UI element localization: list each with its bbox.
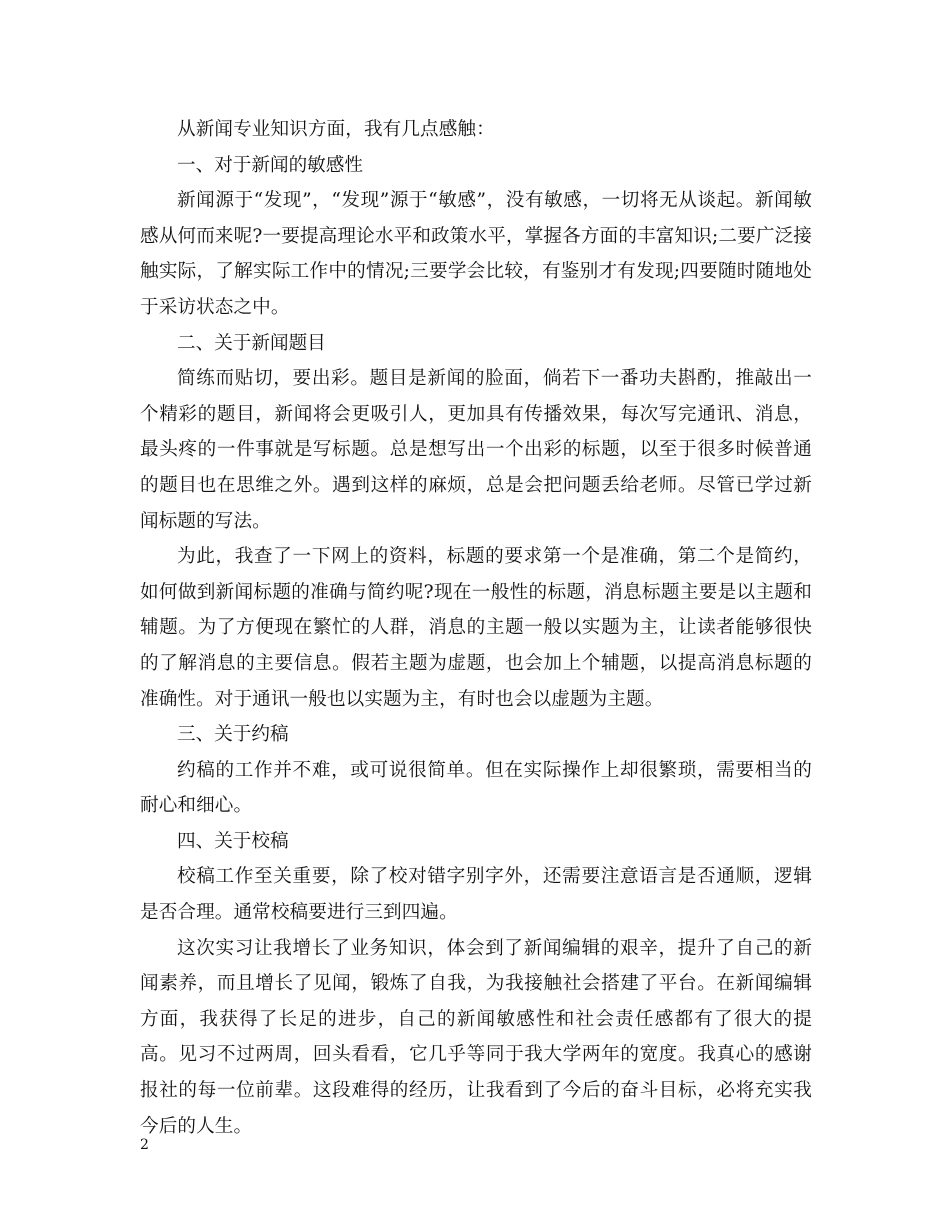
section-heading-4: 四、关于校稿: [177, 830, 289, 852]
paragraph-soliciting: 约稿的工作并不难，或可说很简单。但在实际操作上却很繁琐，需要相当的耐心和细心。: [140, 759, 812, 817]
paragraph-intro: 从新闻专业知识方面，我有几点感触：: [177, 119, 495, 140]
paragraph-proofreading: 校稿工作至关重要，除了校对错字别字外，还需要注意语言是否通顺，逻辑是否合理。通常校稿要进行三到四遍。: [140, 866, 812, 924]
paragraph-news-sensitivity: 新闻源于“发现”，“发现”源于“敏感”，没有敏感，一切将无从谈起。新闻敏感从何而来呢?一要提高理论水平和政策水平，掌握各方面的丰富知识;二要广泛接触实际，了解实际工作中的情况;三要学会比较，有鉴别才有发现;四要随时随地处于采访状态之中。: [140, 190, 812, 318]
paragraph-conclusion: 这次实习让我增长了业务知识，体会到了新闻编辑的艰辛，提升了自己的新闻素养，而且增长了见闻，锻炼了自我，为我接触社会搭建了平台。在新闻编辑方面，我获得了长足的进步，自己的新闻敏感性和社会责任感都有了很大的提高。见习不过两周，回头看看，它几乎等同于我大学两年的宽度。我真心的感谢报社的每一位前辈。这段难得的经历，让我看到了今后的奋斗目标，必将充实我今后的人生。: [140, 937, 812, 1137]
document-body: [140, 112, 812, 1144]
page-number: 2: [140, 1137, 149, 1153]
section-heading-2: 二、关于新闻题目: [177, 332, 326, 354]
paragraph-title-requirements: 为此，我查了一下网上的资料，标题的要求第一个是准确，第二个是简约，如何做到新闻标题的准确与简约呢?现在一般性的标题，消息标题主要是以主题和辅题。为了方便现在繁忙的人群，消息的主题一般以实题为主，让读者能够很快的了解消息的主要信息。假若主题为虚题，也会加上个辅题，以提高消息标题的准确性。对于通讯一般也以实题为主，有时也会以虚题为主题。: [140, 546, 812, 710]
paragraph-news-title: 简练而贴切，要出彩。题目是新闻的脸面，倘若下一番功夫斟酌，推敲出一个精彩的题目，新闻将会更吸引人，更加具有传播效果，每次写完通讯、消息，最头疼的一件事就是写标题。总是想写出一个出彩的标题，以至于很多时候普通的题目也在思维之外。遇到这样的麻烦，总是会把问题丢给老师。尽管已学过新闻标题的写法。: [140, 368, 812, 532]
section-heading-3: 三、关于约稿: [177, 724, 289, 746]
section-heading-1: 一、对于新闻的敏感性: [177, 154, 363, 176]
